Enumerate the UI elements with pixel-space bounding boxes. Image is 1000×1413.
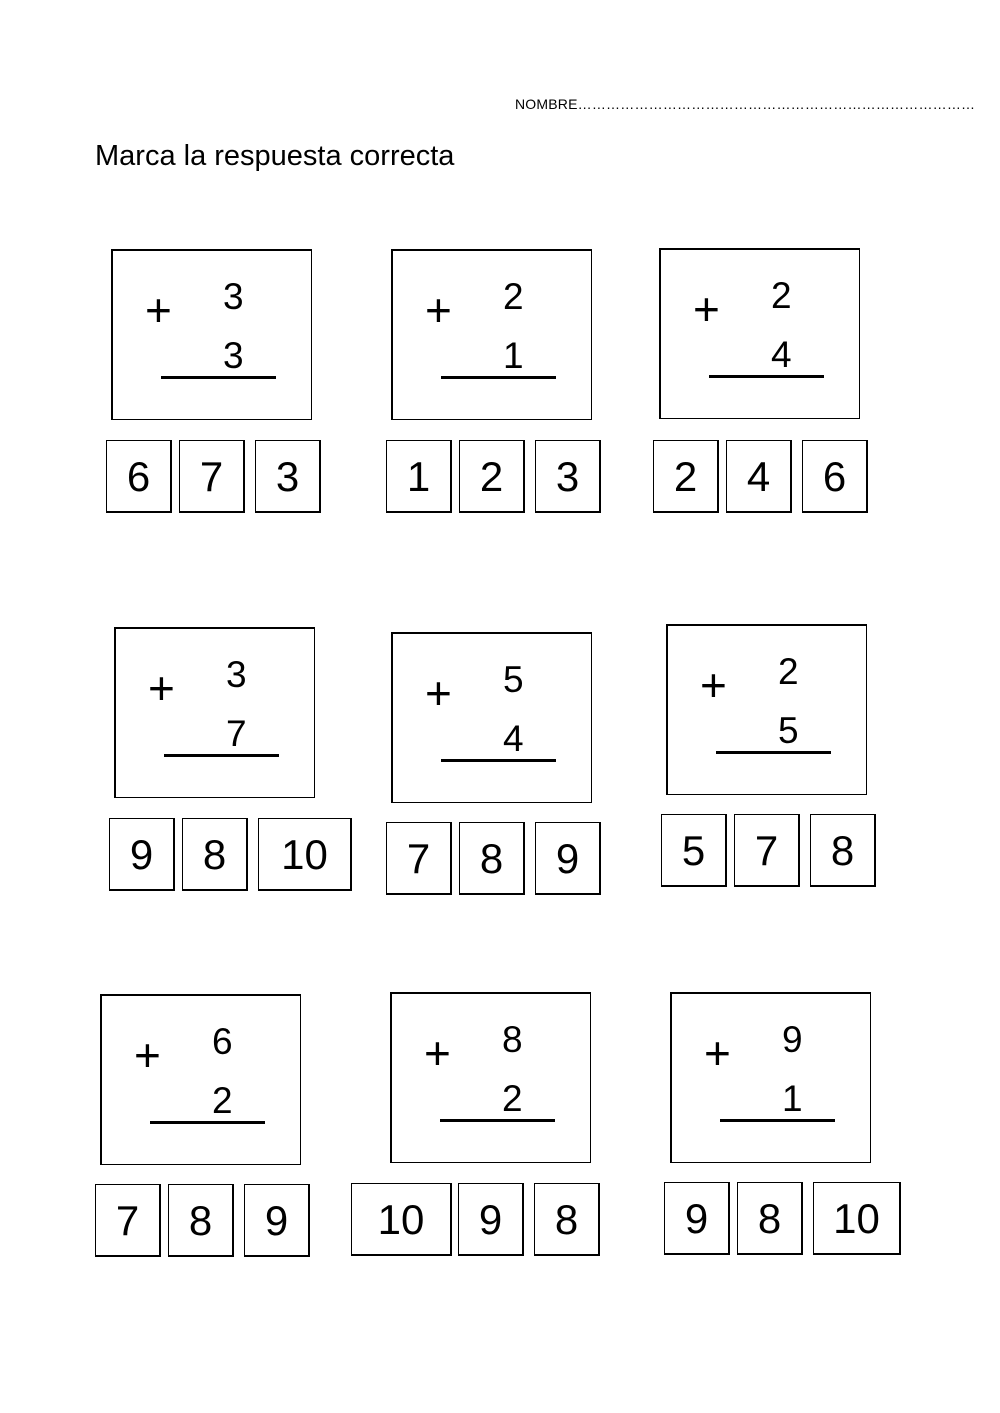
addend-bottom: 7 [226, 713, 247, 754]
problem-card-1 [111, 249, 312, 420]
sum-line [709, 375, 824, 378]
sum-line [164, 754, 279, 757]
plus-sign: + [134, 1029, 161, 1081]
answer-option[interactable]: 8 [182, 818, 248, 891]
addend-top: 8 [502, 1019, 523, 1060]
answer-option[interactable]: 10 [258, 818, 352, 891]
answer-option[interactable]: 2 [459, 440, 525, 513]
sum-line [150, 1121, 265, 1124]
problem-card-5 [391, 632, 592, 803]
problem-card-2 [391, 249, 592, 420]
answer-option[interactable]: 6 [106, 440, 172, 513]
plus-sign: + [145, 284, 172, 336]
answer-option[interactable]: 4 [726, 440, 792, 513]
answer-option[interactable]: 9 [244, 1184, 310, 1257]
addend-top: 3 [223, 276, 244, 317]
addend-top: 2 [771, 275, 792, 316]
addend-top: 6 [212, 1021, 233, 1062]
answer-option[interactable]: 8 [459, 822, 525, 895]
addend-top: 9 [782, 1019, 803, 1060]
problem-card-7 [100, 994, 301, 1165]
addend-bottom: 4 [771, 334, 792, 375]
addend-bottom: 2 [212, 1080, 233, 1121]
addend-top: 2 [503, 276, 524, 317]
page-title: Marca la respuesta correcta [95, 140, 455, 172]
answer-option[interactable]: 7 [734, 814, 800, 887]
addend-bottom: 1 [782, 1078, 803, 1119]
answer-option[interactable]: 7 [95, 1184, 161, 1257]
addend-bottom: 1 [503, 335, 524, 376]
plus-sign: + [425, 284, 452, 336]
answer-option[interactable]: 9 [664, 1182, 730, 1255]
addend-top: 5 [503, 659, 524, 700]
plus-sign: + [425, 667, 452, 719]
problem-card-6 [666, 624, 867, 795]
addend-top: 3 [226, 654, 247, 695]
answer-option[interactable]: 9 [458, 1183, 524, 1256]
answer-option[interactable]: 2 [653, 440, 719, 513]
answer-option[interactable]: 7 [179, 440, 245, 513]
answer-option[interactable]: 10 [813, 1182, 901, 1255]
answer-option[interactable]: 8 [534, 1183, 600, 1256]
addend-bottom: 2 [502, 1078, 523, 1119]
answer-option[interactable]: 1 [386, 440, 452, 513]
plus-sign: + [700, 659, 727, 711]
sum-line [441, 759, 556, 762]
problem-card-3 [659, 248, 860, 419]
answer-option[interactable]: 9 [109, 818, 175, 891]
answer-option[interactable]: 3 [535, 440, 601, 513]
answer-option[interactable]: 3 [255, 440, 321, 513]
problem-card-8 [390, 992, 591, 1163]
sum-line [440, 1119, 555, 1122]
plus-sign: + [148, 662, 175, 714]
answer-option[interactable]: 8 [810, 814, 876, 887]
addend-bottom: 5 [778, 710, 799, 751]
sum-line [161, 376, 276, 379]
answer-option[interactable]: 8 [168, 1184, 234, 1257]
name-field[interactable]: NOMBRE………………………………………………………………………… [515, 96, 976, 112]
sum-line [720, 1119, 835, 1122]
problem-card-4 [114, 627, 315, 798]
answer-option[interactable]: 7 [386, 822, 452, 895]
sum-line [441, 376, 556, 379]
plus-sign: + [424, 1027, 451, 1079]
problem-card-9 [670, 992, 871, 1163]
answer-option[interactable]: 10 [351, 1183, 452, 1256]
answer-option[interactable]: 9 [535, 822, 601, 895]
sum-line [716, 751, 831, 754]
plus-sign: + [704, 1027, 731, 1079]
answer-option[interactable]: 6 [802, 440, 868, 513]
plus-sign: + [693, 283, 720, 335]
addend-bottom: 3 [223, 335, 244, 376]
answer-option[interactable]: 8 [737, 1182, 803, 1255]
addend-top: 2 [778, 651, 799, 692]
addend-bottom: 4 [503, 718, 524, 759]
answer-option[interactable]: 5 [661, 814, 727, 887]
